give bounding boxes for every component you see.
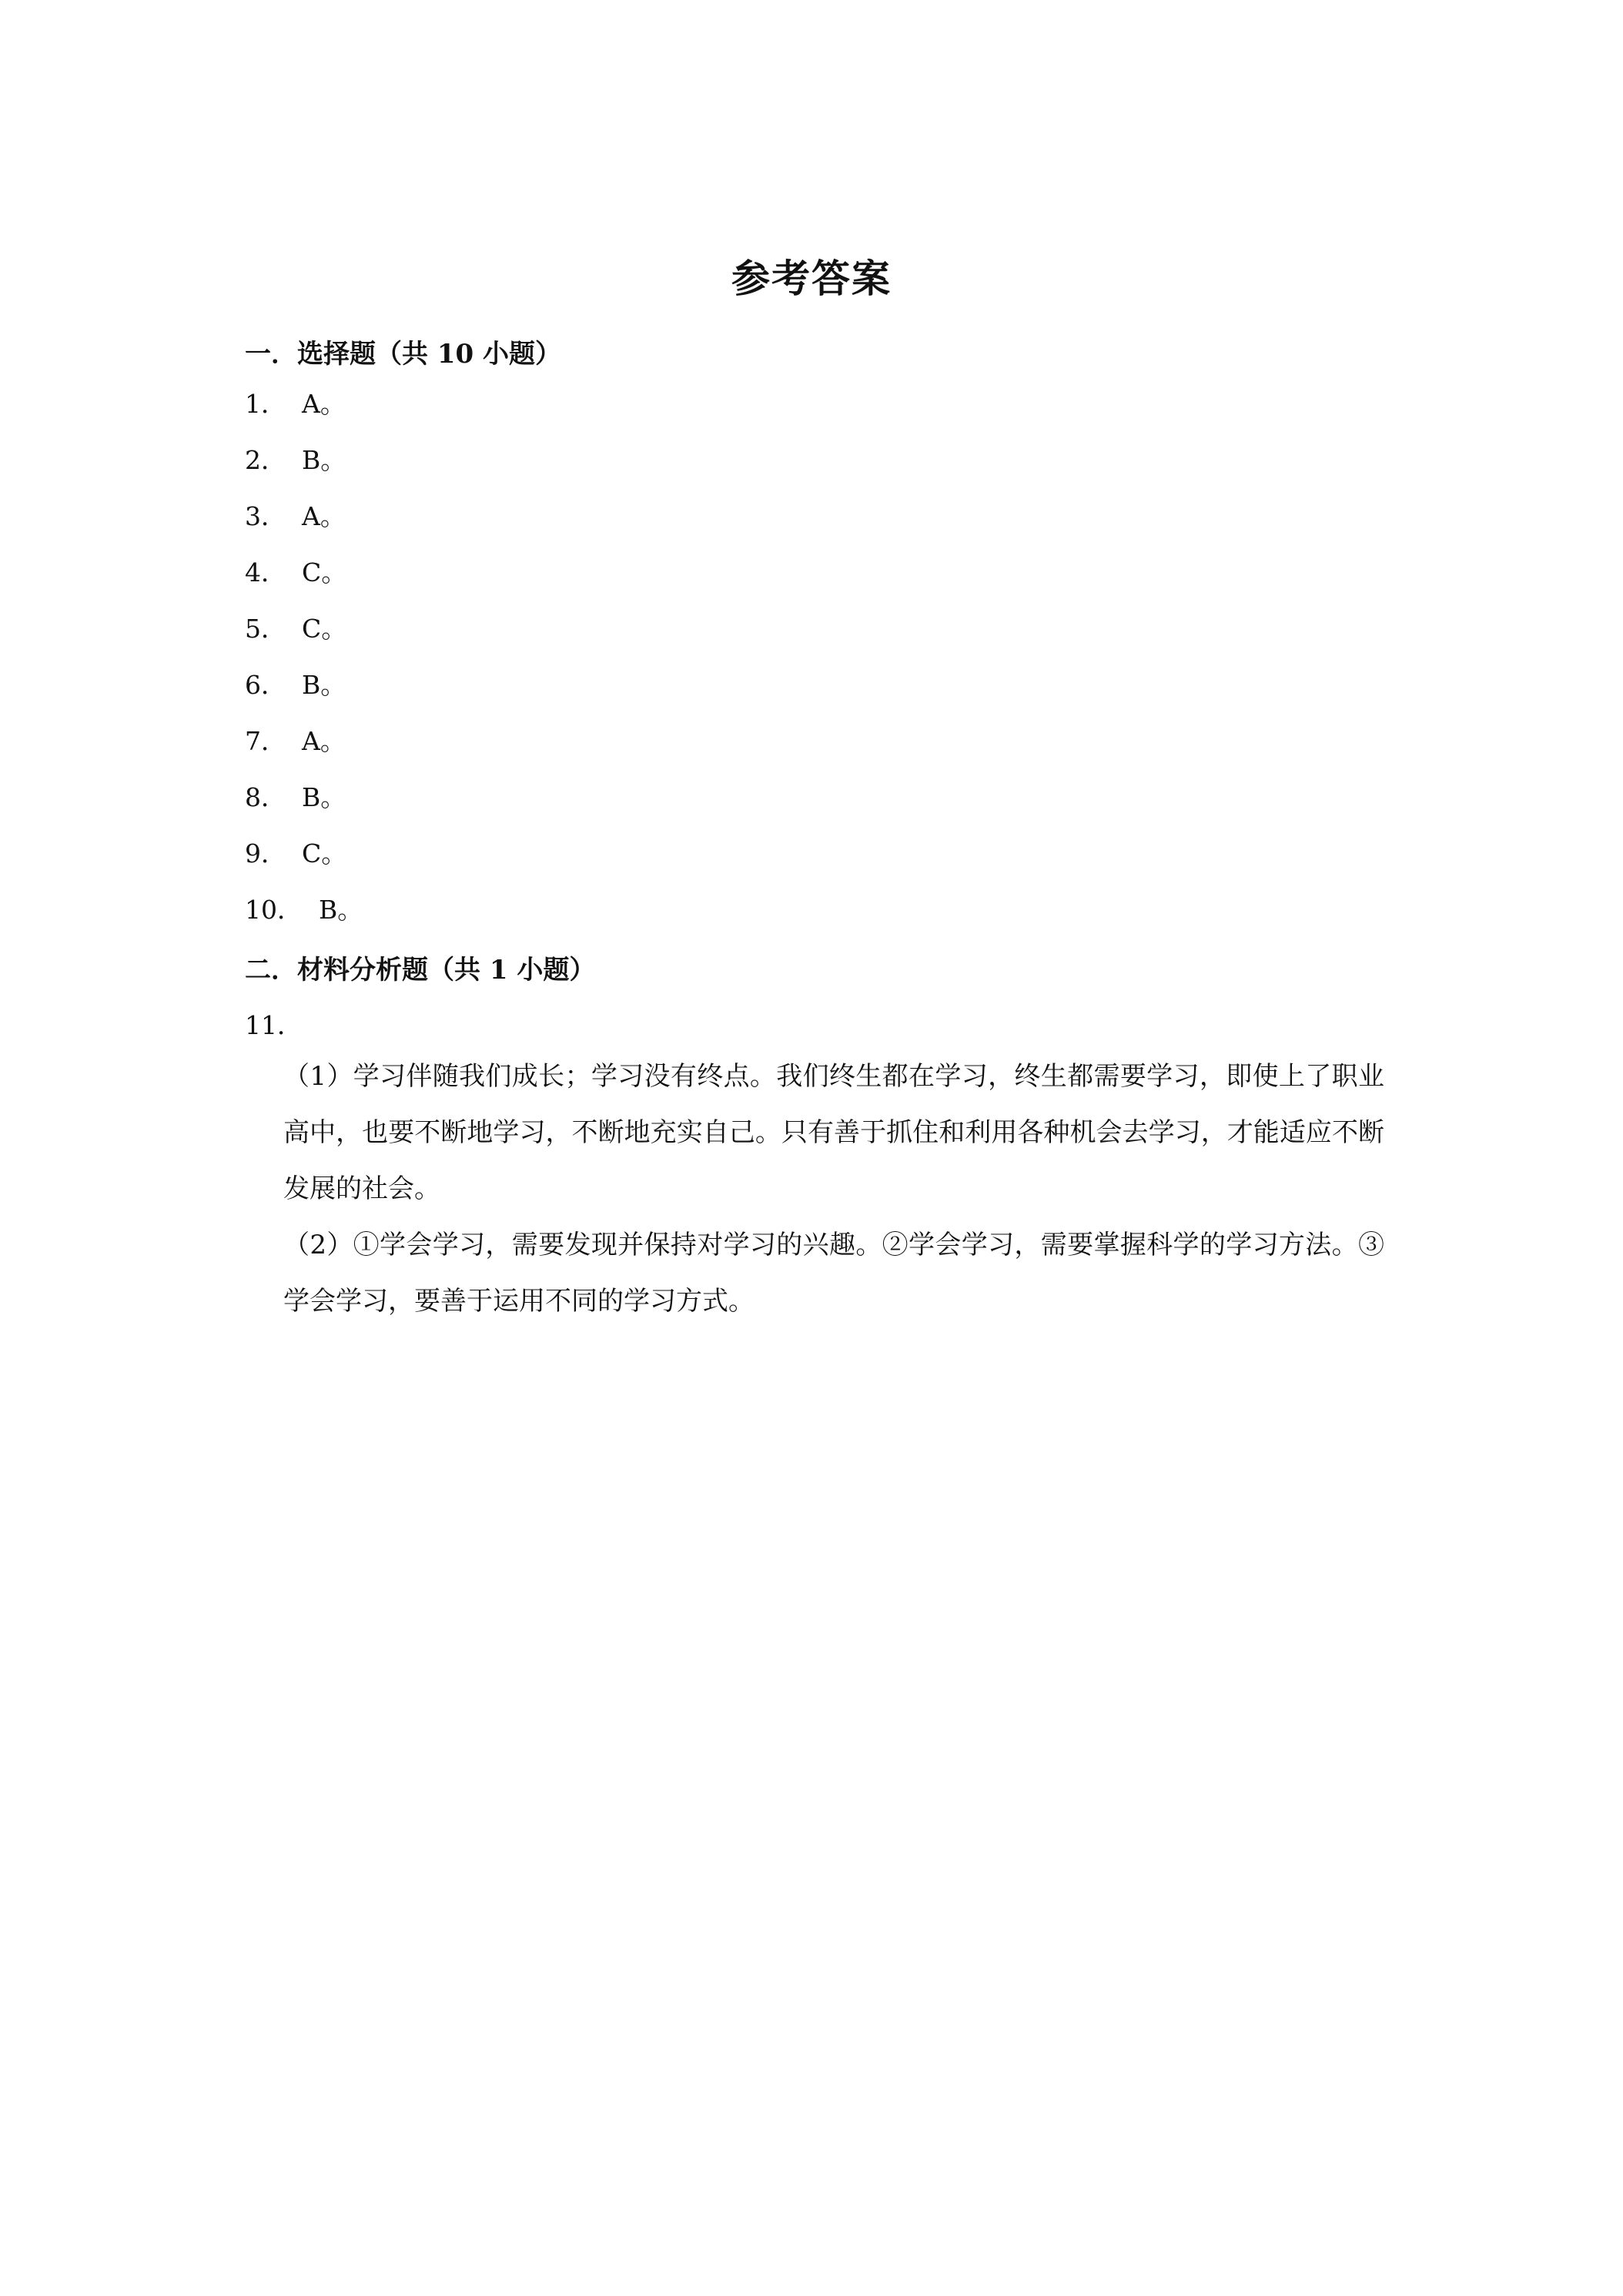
answer-number: 1． xyxy=(245,389,286,419)
answer-item xyxy=(245,443,346,478)
answer-item xyxy=(245,892,363,928)
answer-value: C。 xyxy=(302,838,347,869)
answer-value: A。 xyxy=(302,726,346,756)
answer-number: 9． xyxy=(245,838,286,869)
answer-number: 6． xyxy=(245,670,286,700)
answer-number: 10． xyxy=(245,895,303,925)
answer-number: 3． xyxy=(245,501,286,531)
answer-value: B。 xyxy=(302,670,346,700)
answer-item xyxy=(245,668,346,703)
answer-number: 5． xyxy=(245,614,286,644)
answer-item xyxy=(245,724,346,759)
page-title: 参考答案 xyxy=(731,256,892,301)
answer-value: C。 xyxy=(302,614,347,644)
section-heading-analysis: 二．材料分析题（共 1 小题） xyxy=(245,955,596,986)
answer-item xyxy=(245,611,346,647)
answer-item xyxy=(245,499,346,534)
answer-value: A。 xyxy=(302,389,346,419)
answer-item xyxy=(245,387,346,422)
answer-number: 7． xyxy=(245,726,286,756)
answer-value: B。 xyxy=(302,782,346,812)
answer-item xyxy=(245,555,346,591)
answer-number: 8． xyxy=(245,782,286,812)
answer-number: 4． xyxy=(245,557,286,587)
answer-value: C。 xyxy=(302,557,347,587)
answer-value: B。 xyxy=(302,445,346,475)
answer-part-2: （2）①学会学习，需要发现并保持对学习的兴趣。②学会学习，需要掌握科学的学习方法。③学会学习，要善于运用不同的学习方式。 xyxy=(283,1230,1384,1317)
answer-number: 2． xyxy=(245,445,286,475)
question-number: 11． xyxy=(245,1010,303,1040)
answer-part-1: （1）学习伴随我们成长；学习没有终点。我们终生都在学习，终生都需要学习，即使上了职业高中，也要不断地学习，不断地充实自己。只有善于抓住和利用各种机会去学习，才能适应不断发展的社会。 xyxy=(283,1061,1384,1204)
section-heading-choice: 一．选择题（共 10 小题） xyxy=(245,339,561,370)
answer-value: A。 xyxy=(302,501,346,531)
answer-value: B。 xyxy=(319,895,363,925)
answer-item xyxy=(245,836,346,872)
answer-item xyxy=(245,780,346,815)
